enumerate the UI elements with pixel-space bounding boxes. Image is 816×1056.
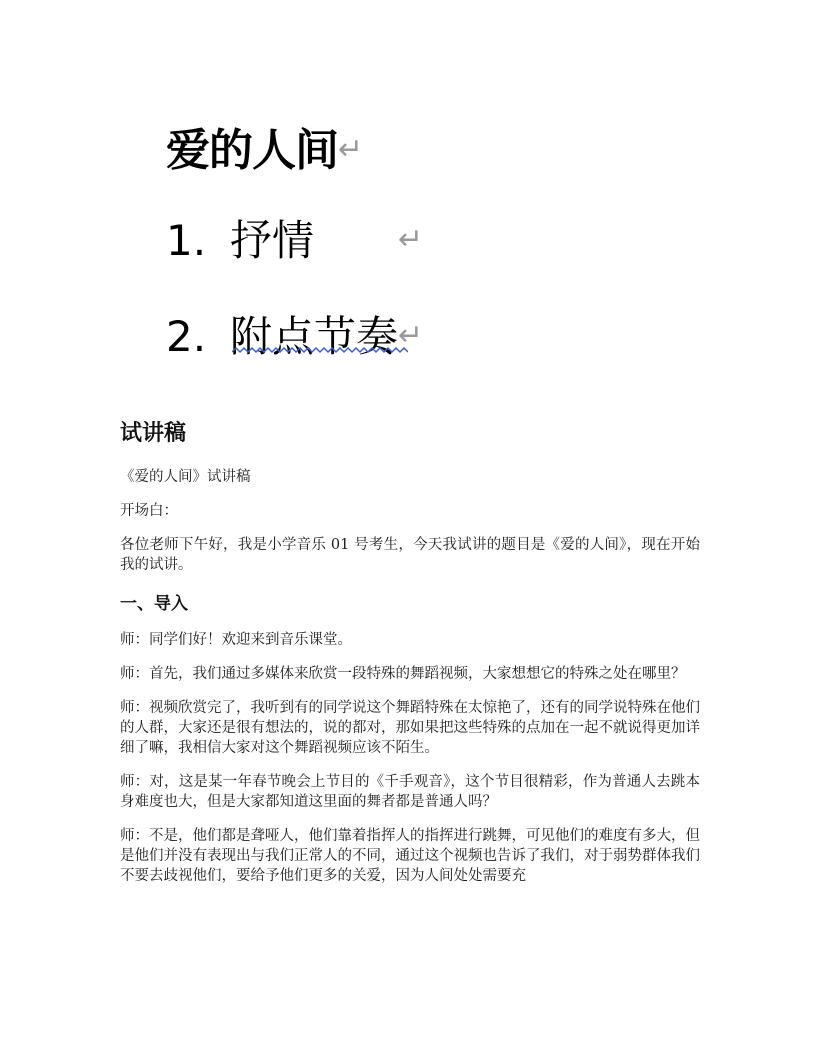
document-body bbox=[120, 416, 700, 900]
image-title: 爱的人间↵ bbox=[166, 125, 363, 176]
paragraph: 师：视频欣赏完了，我听到有的同学说这个舞蹈特殊在太惊艳了，还有的同学说特殊在他们的人群，大家还是很有想法的，说的都对，那如果把这些特殊的点加在一起不就说得更加详细了嘛，我相信大家对这个舞蹈视频应该不陌生。 bbox=[120, 700, 700, 756]
paragraph: 师：同学们好！欢迎来到音乐课堂。 bbox=[120, 632, 352, 648]
paragraph: 师：首先，我们通过多媒体来欣赏一段特殊的舞蹈视频，大家想想它的特殊之处在哪里？ bbox=[120, 666, 686, 682]
return-mark-icon: ↵ bbox=[338, 132, 363, 167]
return-mark-icon: ↵ bbox=[398, 222, 424, 257]
opening-label: 开场白： bbox=[120, 503, 178, 519]
image-item-2: 2. 附点节奏↵ bbox=[166, 312, 424, 361]
paragraph: 师：不是，他们都是聋哑人，他们靠着指挥人的指挥进行跳舞，可见他们的难度有多大，但是他们并没有表现出与我们正常人的不同，通过这个视频也告诉了我们，对于弱势群体我们不要去歧视他们，要给予他们更多的关爱，因为人间处处需要充 bbox=[120, 828, 700, 884]
subtitle: 《爱的人间》试讲稿 bbox=[120, 469, 251, 485]
paragraph: 师：对，这是某一年春节晚会上节目的《千手观音》，这个节目很精彩，作为普通人去跳本身难度也大，但是大家都知道这里面的舞者都是普通人吗？ bbox=[120, 774, 700, 810]
spellcheck-squiggle bbox=[232, 346, 408, 354]
return-mark-icon: ↵ bbox=[398, 318, 424, 353]
section-title: 一、导入 bbox=[120, 594, 188, 614]
page-heading: 试讲稿 bbox=[120, 421, 187, 446]
lesson-board-image bbox=[160, 100, 450, 370]
image-item-1: 1. 抒情 ↵ bbox=[166, 216, 424, 265]
opening-text: 各位老师下午好，我是小学音乐 01 号考生，今天我试讲的题目是《爱的人间》，现在开始我的试讲。 bbox=[120, 537, 700, 573]
